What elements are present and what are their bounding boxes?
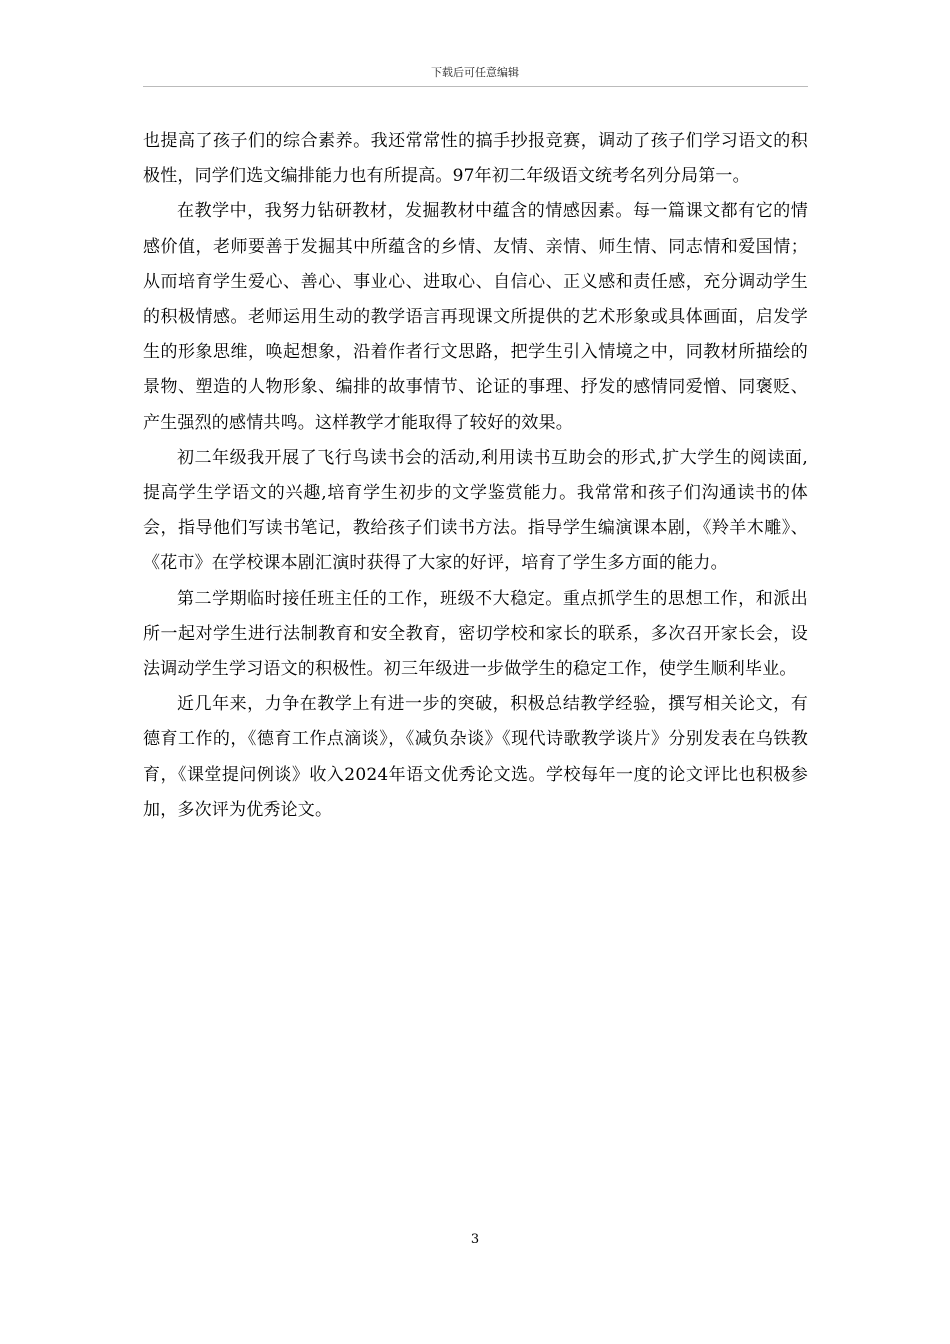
document-body [143, 124, 808, 828]
paragraph-research-papers: 近几年来，力争在教学上有进一步的突破，积极总结教学经验，撰写相关论文，有德育工作的，《德育工作点滴谈》，《减负杂谈》《现代诗歌教学谈片》分别发表在乌铁教育，《课堂提问例谈》收入2024年语文优秀论文选。学校每年一度的论文评比也积极参加，多次评为优秀论文。 [143, 694, 808, 820]
header-divider [143, 86, 808, 87]
paragraph-emotional-teaching: 在教学中，我努力钻研教材，发掘教材中蕴含的情感因素。每一篇课文都有它的情感价值，老师要善于发掘其中所蕴含的乡情、友情、亲情、师生情、同志情和爱国情；从而培育学生爱心、善心、事业心、进取心、自信心、正义感和责任感，充分调动学生的积极情感。老师运用生动的教学语言再现课文所提供的艺术形象或具体画面，启发学生的形象思维，唤起想象，沿着作者行文思路，把学生引入情境之中，同教材所描绘的景物、塑造的人物形象、编排的故事情节、论证的事理、抒发的感情同爱憎、同褒贬、产生强烈的感情共鸣。这样教学才能取得了较好的效果。 [143, 201, 808, 433]
paragraph-class-teacher: 第二学期临时接任班主任的工作，班级不大稳定。重点抓学生的思想工作，和派出所一起对学生进行法制教育和安全教育，密切学校和家长的联系，多次召开家长会，设法调动学生学习语文的积极性。初三年级进一步做学生的稳定工作，使学生顺利毕业。 [143, 588, 808, 680]
paragraph-reading-club: 初二年级我开展了飞行鸟读书会的活动,利用读书互助会的形式,扩大学生的阅读面,提高学生学语文的兴趣,培育学生初步的文学鉴赏能力。我常常和孩子们沟通读书的体会，指导他们写读书笔记，教给孩子们读书方法。指导学生编演课本剧，《羚羊木雕》、《花市》在学校课本剧汇演时获得了大家的好评，培育了学生多方面的能力。 [143, 447, 808, 574]
paragraph-continued: 也提高了孩子们的综合素养。我还常常性的搞手抄报竞赛，调动了孩子们学习语文的积极性，同学们选文编排能力也有所提高。97年初二年级语文统考名列分局第一。 [143, 131, 808, 187]
page-number: 3 [470, 1232, 480, 1247]
page-header: 下载后可任意编辑 [431, 66, 519, 79]
